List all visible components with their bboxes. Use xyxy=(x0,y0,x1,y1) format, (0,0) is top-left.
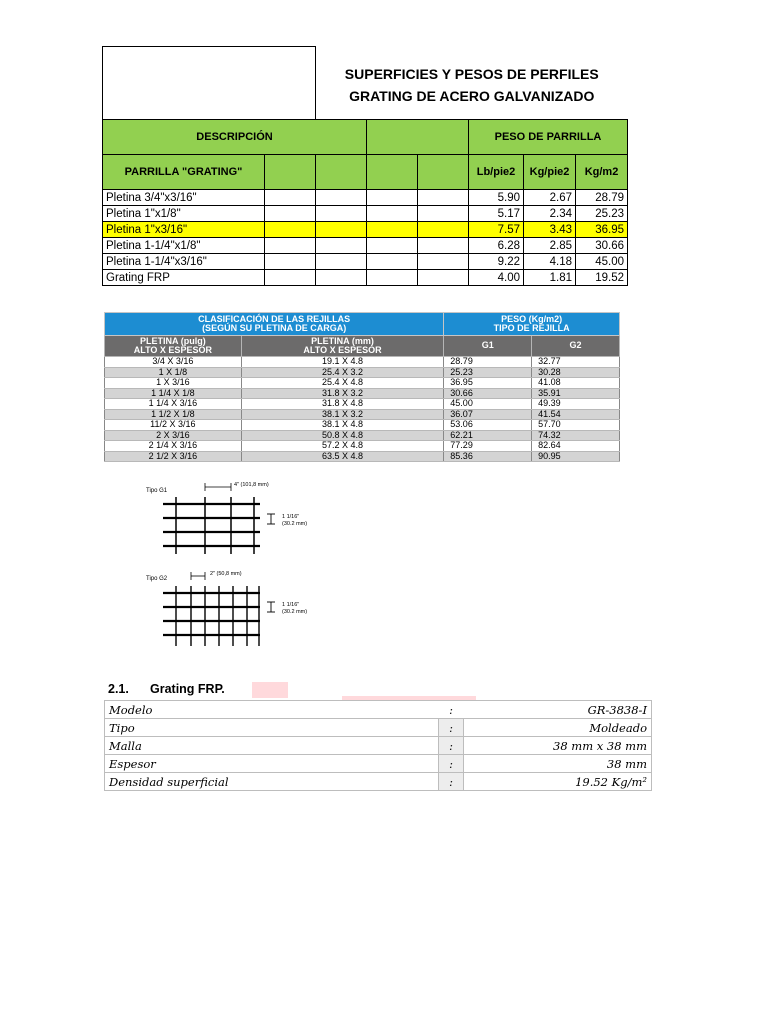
cell-g1: 53.06 xyxy=(444,420,532,431)
header-pulg-line2: ALTO X ESPESOR xyxy=(133,345,212,355)
table-row xyxy=(103,238,628,254)
header-blank xyxy=(367,120,469,155)
grid-drawing-g2 xyxy=(130,568,330,655)
row-name: Pletina 1-1/4"x1/8" xyxy=(103,238,265,254)
header-parrilla-grating: PARRILLA "GRATING" xyxy=(103,155,265,190)
g2-label: Tipo G2 xyxy=(146,576,168,582)
header-mm-line1: PLETINA (mm) xyxy=(311,335,374,346)
table-row xyxy=(103,270,628,286)
cell-pulg: 2 1/2 X 3/16 xyxy=(105,451,242,462)
cell-mm: 31.8 X 3.2 xyxy=(241,388,444,399)
cell-g1: 28.79 xyxy=(444,357,532,368)
header-blank-cell xyxy=(316,155,367,190)
sheet-title xyxy=(316,47,628,120)
highlight-mark xyxy=(342,696,476,700)
cell-g2: 30.28 xyxy=(532,367,620,378)
header-mm-line2: ALTO X ESPESOR xyxy=(303,345,382,355)
table-row xyxy=(103,206,628,222)
header-blank-cell xyxy=(367,155,418,190)
table-row xyxy=(105,430,620,441)
spec-sep: : xyxy=(439,719,464,737)
clasificacion-rejillas-table xyxy=(104,312,620,462)
header-clasificacion xyxy=(105,313,444,336)
header-descripcion: DESCRIPCIÓN xyxy=(103,120,367,155)
sheet-title-line1: SUPERFICIES Y PESOS DE PERFILES xyxy=(344,65,599,82)
section-title: Grating FRP. xyxy=(150,682,225,696)
row-lb: 5.17 xyxy=(469,206,524,222)
spec-sep: : xyxy=(439,755,464,773)
table-row xyxy=(105,388,620,399)
row-kgm: 19.52 xyxy=(576,270,628,286)
g2-height-1: 1 1/16" xyxy=(282,602,300,608)
cell-mm: 38.1 X 3.2 xyxy=(241,409,444,420)
cell-g1: 36.07 xyxy=(444,409,532,420)
cell-pulg: 1 1/4 X 1/8 xyxy=(105,388,242,399)
cell-g2: 90.95 xyxy=(532,451,620,462)
spec-key: Tipo xyxy=(105,719,439,737)
cell-pulg: 11/2 X 3/16 xyxy=(105,420,242,431)
row-name: Pletina 1"x3/16" xyxy=(103,222,265,238)
grid-drawing-g1 xyxy=(130,478,330,563)
header-kg-m2: Kg/m2 xyxy=(576,155,628,190)
cell-g1: 85.36 xyxy=(444,451,532,462)
cell-g1: 62.21 xyxy=(444,430,532,441)
spec-row xyxy=(105,755,652,773)
cell-pulg: 2 X 3/16 xyxy=(105,430,242,441)
cell-g2: 35.91 xyxy=(532,388,620,399)
row-lb: 7.57 xyxy=(469,222,524,238)
grating-frp-section xyxy=(104,680,652,791)
spec-value: 38 mm x 38 mm xyxy=(464,737,652,755)
cell-mm: 19.1 X 4.8 xyxy=(241,357,444,368)
highlight-mark xyxy=(252,682,288,698)
cell-g1: 30.66 xyxy=(444,388,532,399)
header-blank-cell xyxy=(418,155,469,190)
section-heading xyxy=(104,680,652,700)
row-kgpie: 3.43 xyxy=(524,222,576,238)
row-name: Pletina 1-1/4"x3/16" xyxy=(103,254,265,270)
cell-pulg: 1 X 3/16 xyxy=(105,378,242,389)
row-kgm: 30.66 xyxy=(576,238,628,254)
header-peso-line2: TIPO DE REJILLA xyxy=(493,323,570,333)
cell-g2: 49.39 xyxy=(532,399,620,410)
cell-mm: 25.4 X 4.8 xyxy=(241,378,444,389)
spec-key: Malla xyxy=(105,737,439,755)
table-row xyxy=(105,357,620,368)
row-name: Grating FRP xyxy=(103,270,265,286)
header-pletina-pulg xyxy=(105,336,242,357)
cell-mm: 38.1 X 4.8 xyxy=(241,420,444,431)
spec-sep: : xyxy=(439,737,464,755)
row-kgm: 28.79 xyxy=(576,190,628,206)
cell-mm: 31.8 X 4.8 xyxy=(241,399,444,410)
cell-g2: 41.08 xyxy=(532,378,620,389)
header-peso-tipo xyxy=(444,313,620,336)
spec-key: Densidad superficial xyxy=(105,773,439,791)
cell-mm: 57.2 X 4.8 xyxy=(241,441,444,452)
spec-row xyxy=(105,701,652,719)
header-pulg-line1: PLETINA (pulg) xyxy=(140,335,206,346)
cell-mm: 63.5 X 4.8 xyxy=(241,451,444,462)
cell-g1: 45.00 xyxy=(444,399,532,410)
header-pletina-mm xyxy=(241,336,444,357)
table-row xyxy=(103,254,628,270)
row-lb: 4.00 xyxy=(469,270,524,286)
spec-value: 38 mm xyxy=(464,755,652,773)
g2-spacing: 2" (50,8 mm) xyxy=(210,571,242,577)
header-peso-parrilla: PESO DE PARRILLA xyxy=(469,120,628,155)
header-g1: G1 xyxy=(444,336,532,357)
table-row xyxy=(105,378,620,389)
empty-logo-cell xyxy=(103,47,316,120)
row-lb: 5.90 xyxy=(469,190,524,206)
cell-pulg: 2 1/4 X 3/16 xyxy=(105,441,242,452)
header-clasificacion-line1: CLASIFICACIÓN DE LAS REJILLAS xyxy=(198,313,351,324)
spec-sep: : xyxy=(439,701,464,719)
table-row xyxy=(103,190,628,206)
pesos-perfiles-table xyxy=(102,46,628,286)
spec-row xyxy=(105,773,652,791)
cell-g2: 57.70 xyxy=(532,420,620,431)
header-g2: G2 xyxy=(532,336,620,357)
g1-height-1: 1 1/16" xyxy=(282,514,300,520)
g2-height-2: (30.2 mm) xyxy=(282,609,308,615)
row-lb: 9.22 xyxy=(469,254,524,270)
row-kgpie: 2.67 xyxy=(524,190,576,206)
cell-mm: 25.4 X 3.2 xyxy=(241,367,444,378)
cell-pulg: 1 1/4 X 3/16 xyxy=(105,399,242,410)
row-kgm: 25.23 xyxy=(576,206,628,222)
header-lb-pie2: Lb/pie2 xyxy=(469,155,524,190)
row-kgpie: 1.81 xyxy=(524,270,576,286)
cell-mm: 50.8 X 4.8 xyxy=(241,430,444,441)
spec-key: Espesor xyxy=(105,755,439,773)
table-row xyxy=(105,367,620,378)
spec-sep: : xyxy=(439,773,464,791)
row-kgm: 36.95 xyxy=(576,222,628,238)
cell-g2: 41.54 xyxy=(532,409,620,420)
frp-spec-table xyxy=(104,700,652,791)
spec-value: Moldeado xyxy=(464,719,652,737)
g1-label: Tipo G1 xyxy=(146,488,168,494)
cell-g1: 36.95 xyxy=(444,378,532,389)
table-row-highlighted xyxy=(103,222,628,238)
spec-key: Modelo xyxy=(105,701,439,719)
row-kgm: 45.00 xyxy=(576,254,628,270)
header-clasificacion-line2: (SEGÚN SU PLETINA DE CARGA) xyxy=(202,323,347,333)
row-kgpie: 4.18 xyxy=(524,254,576,270)
row-lb: 6.28 xyxy=(469,238,524,254)
cell-g2: 74.32 xyxy=(532,430,620,441)
g1-spacing: 4" (101,8 mm) xyxy=(234,482,269,488)
cell-g1: 77.29 xyxy=(444,441,532,452)
table-row xyxy=(105,409,620,420)
row-kgpie: 2.34 xyxy=(524,206,576,222)
table-row xyxy=(105,399,620,410)
header-blank-cell xyxy=(265,155,316,190)
table-row xyxy=(105,441,620,452)
spec-value: GR-3838-I xyxy=(464,701,652,719)
table-row xyxy=(105,451,620,462)
header-kg-pie2: Kg/pie2 xyxy=(524,155,576,190)
spec-row xyxy=(105,719,652,737)
cell-pulg: 1 1/2 X 1/8 xyxy=(105,409,242,420)
cell-g1: 25.23 xyxy=(444,367,532,378)
row-kgpie: 2.85 xyxy=(524,238,576,254)
cell-g2: 82.64 xyxy=(532,441,620,452)
table-row xyxy=(105,420,620,431)
section-number: 2.1. xyxy=(108,682,129,696)
row-name: Pletina 1"x1/8" xyxy=(103,206,265,222)
row-name: Pletina 3/4"x3/16" xyxy=(103,190,265,206)
cell-g2: 32.77 xyxy=(532,357,620,368)
g1-height-2: (30.2 mm) xyxy=(282,521,308,527)
sheet-title-line2: GRATING DE ACERO GALVANIZADO xyxy=(349,87,595,104)
spec-value: 19.52 Kg/m² xyxy=(464,773,652,791)
spec-row xyxy=(105,737,652,755)
header-peso-line1: PESO (Kg/m2) xyxy=(501,313,563,324)
cell-pulg: 3/4 X 3/16 xyxy=(105,357,242,368)
cell-pulg: 1 X 1/8 xyxy=(105,367,242,378)
